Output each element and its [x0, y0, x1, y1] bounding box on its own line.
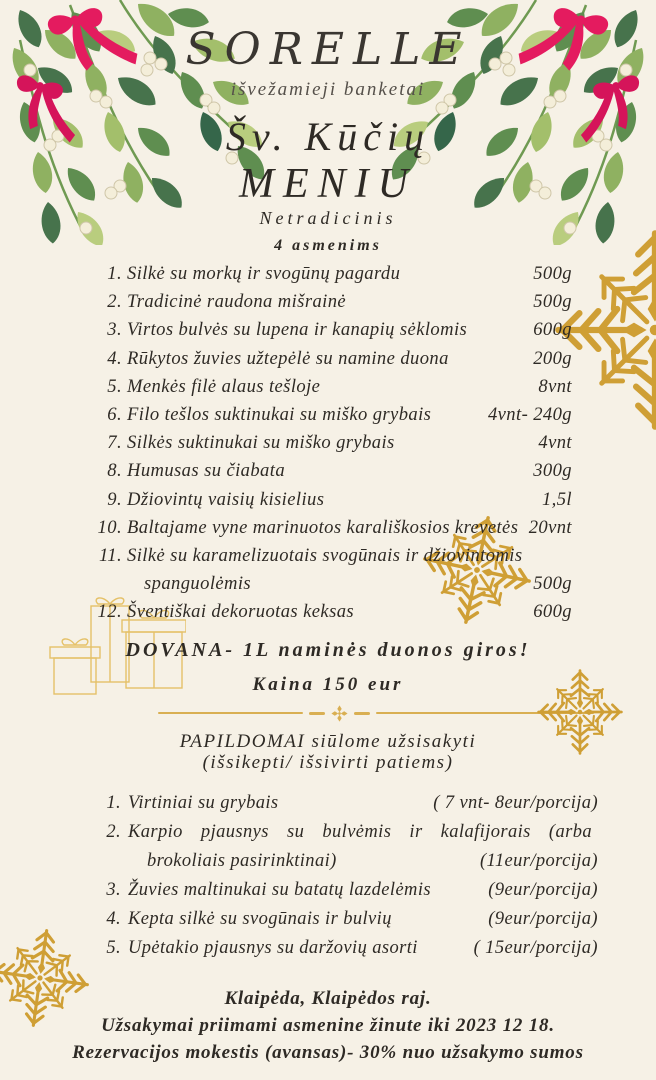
menu-item-row-continuation: [92, 570, 572, 598]
item-amount: 500g: [533, 573, 572, 595]
item-number: 6.: [107, 404, 122, 426]
item-name: Silkė su morkų ir svogūnų pagardu: [127, 263, 401, 284]
item-amount: 600g: [533, 601, 572, 623]
extras-item-row-continuation: [95, 847, 598, 876]
extras-item-row: [95, 934, 598, 963]
menu-item-row: [92, 373, 572, 401]
brand-tagline: išvežamieji banketai: [230, 79, 426, 100]
item-name: Kepta silkė su svogūnais ir bulvių: [128, 908, 392, 929]
item-number: 3.: [107, 319, 122, 341]
item-name: Karpio pjausnys su bulvėmis ir kalafijorais (arba: [128, 821, 592, 842]
item-price: ( 7 vnt- 8eur/porcija): [433, 792, 598, 813]
page-subtitle: Netradicinis: [259, 208, 397, 228]
item-amount: 200g: [533, 347, 572, 369]
item-amount: 4vnt: [538, 432, 572, 454]
extras-list: [95, 789, 598, 963]
item-amount: 8vnt: [538, 375, 572, 397]
menu-item-row: [92, 486, 572, 514]
item-name: Menkės filė alaus tešloje: [127, 375, 321, 397]
item-number: 8.: [107, 460, 122, 482]
item-amount: 20vnt: [528, 516, 572, 538]
footer-orders-deadline: Užsakymai priimami asmenine žinute iki 2023 12 18.: [101, 1014, 555, 1036]
menu-item-row: [92, 542, 572, 570]
item-name: Upėtakio pjausnys su daržovių asorti: [128, 937, 418, 958]
item-name: Silkės suktinukai su miško grybais: [127, 432, 395, 454]
extras-heading-line2: (išsikepti/ išsivirti patiems): [202, 751, 454, 773]
item-name-line2: spanguolėmis: [144, 573, 252, 595]
item-number: 11.: [98, 545, 122, 567]
extras-item-row: [95, 876, 598, 905]
item-number: 4.: [106, 908, 121, 929]
item-price: (9eur/porcija): [488, 879, 598, 900]
menu-item-row: [92, 429, 572, 457]
extras-item-row: [95, 905, 598, 934]
item-name: Šventiškai dekoruotas keksas: [127, 601, 355, 623]
extras-item-row: [95, 789, 598, 818]
page-title-line2: MENIU: [239, 161, 417, 207]
item-name: Baltajame vyne marinuotos karališkosios krevetės: [127, 516, 519, 538]
item-price: (11eur/porcija): [479, 850, 598, 871]
item-number: 4.: [107, 347, 122, 369]
item-name: Filo tešlos suktinukai su miško grybais: [127, 404, 432, 426]
footer: [0, 985, 656, 1066]
item-amount: 600g: [533, 319, 572, 341]
item-number: 5.: [107, 375, 122, 397]
footer-reservation-fee: Rezervacijos mokestis (avansas)- 30% nuo užsakymo sumos: [72, 1041, 584, 1063]
item-number: 2.: [107, 291, 122, 313]
footer-location: Klaipėda, Klaipėdos raj.: [224, 987, 432, 1009]
item-number: 1.: [107, 263, 122, 284]
item-number: 10.: [97, 516, 122, 538]
extras-heading-line1: PAPILDOMAI siūlome užsisakyti: [179, 730, 477, 752]
item-amount: 300g: [533, 460, 572, 482]
item-number: 7.: [107, 432, 122, 454]
item-name: Virtos bulvės su lupena ir kanapių sėklomis: [127, 319, 468, 341]
gift-note: DOVANA- 1L naminės duonos giros!: [125, 638, 531, 661]
item-price: (9eur/porcija): [488, 908, 598, 929]
item-name: Tradicinė raudona mišrainė: [127, 291, 347, 313]
item-amount: 500g: [533, 263, 572, 284]
item-name: Džiovintų vaisių kisielius: [127, 488, 325, 510]
page-title-line1: Šv. Kūčių: [225, 114, 431, 159]
item-name: Rūkytos žuvies užtepėlė su namine duona: [127, 347, 449, 369]
menu-list: [92, 260, 572, 627]
item-number: 1.: [106, 792, 121, 813]
menu-item-row: [92, 260, 572, 288]
item-name: Humusas su čiabata: [127, 460, 286, 482]
menu-item-row: [92, 514, 572, 542]
menu-item-row: [92, 316, 572, 344]
serving-size: 4 asmenims: [274, 237, 382, 254]
item-name: Virtiniai su grybais: [128, 792, 279, 813]
item-number: 5.: [106, 937, 121, 958]
item-price: ( 15eur/porcija): [473, 937, 598, 958]
item-amount: 1,5l: [541, 488, 572, 510]
extras-item-row: [95, 818, 598, 847]
brand-block: [0, 22, 656, 102]
brand-logo: SORELLE: [185, 24, 471, 75]
item-amount: 500g: [533, 291, 572, 313]
menu-item-row: [92, 345, 572, 373]
menu-item-row: [92, 457, 572, 485]
item-amount: 4vnt- 240g: [487, 404, 572, 426]
menu-item-row: [92, 288, 572, 316]
item-number: 9.: [107, 488, 122, 510]
item-name: Silkė su karamelizuotais svogūnais ir džiovintomis: [127, 545, 523, 567]
menu-item-row: [92, 401, 572, 429]
price-note: Kaina 150 eur: [252, 673, 404, 695]
menu-item-row: [92, 598, 572, 626]
item-name-line2: brokoliais pasirinktinai): [147, 850, 337, 871]
item-number: 12.: [97, 601, 122, 623]
item-number: 3.: [106, 879, 121, 900]
item-number: 2.: [106, 821, 121, 842]
item-name: Žuvies maltinukai su batatų lazdelėmis: [128, 879, 431, 900]
extras-heading: [0, 731, 656, 773]
